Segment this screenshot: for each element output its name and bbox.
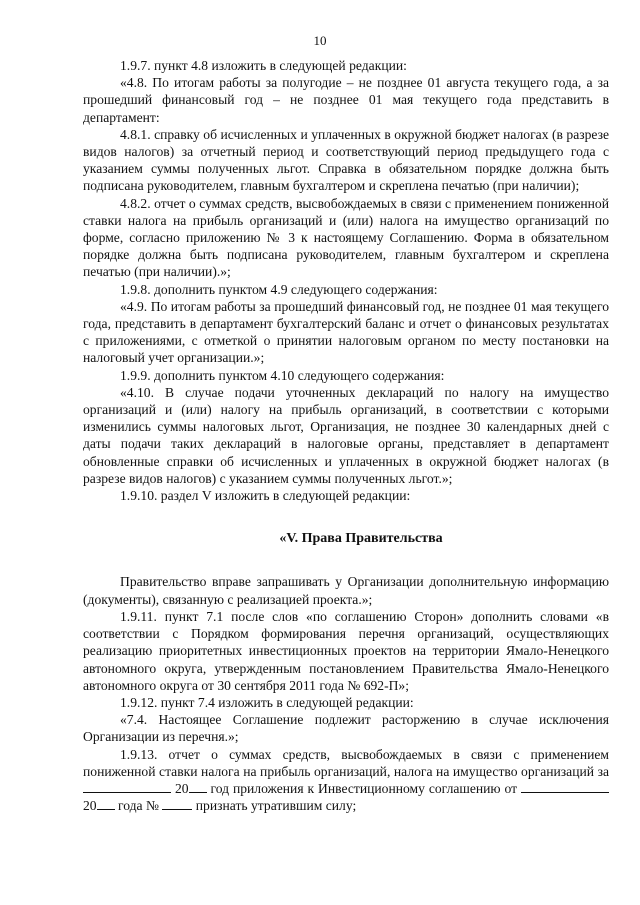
paragraph: 4.8.2. отчет о суммах средств, высвобождаемых в связи с применением пониженной ставки налога на прибыль организаций и (или) налога на имущество организаций по форме, согласно приложению № 3 к настоящему Соглашению. Форма в обязательном порядке должна быть подписана руководителем, главным бухгалтером и скреплена печатью (при наличии).»; [83, 195, 609, 280]
paragraph: Правительство вправе запрашивать у Организации дополнительную информацию (документы), связанную с реализацией проекта.»; [83, 574, 609, 607]
paragraph: «4.8. По итогам работы за полугодие – не позднее 01 августа текущего года, а за прошедший финансовый год – не позднее 01 мая текущего года представить в департамент: [83, 75, 609, 125]
paragraph: «4.10. В случае подачи уточненных деклараций по налогу на имущество организаций и (или) налогу на прибыль организаций, в соответствии с которыми изменились суммы налоговых льгот, Организация, не позднее 30 календарных дней с даты подачи таких деклараций в налоговые органы, представляет в департамент обновленные справки об исчисленных и уплаченных в окружной бюджет налогах (в разрезе видов налогов) с указанием суммы полученных льгот.»; [83, 384, 609, 486]
paragraph: 1.9.7. пункт 4.8 изложить в следующей редакции: [120, 58, 407, 73]
paragraph: 1.9.8. дополнить пунктом 4.9 следующего содержания: [120, 281, 438, 297]
year-prefix: 20 [174, 780, 189, 796]
blank-field [83, 780, 171, 793]
blank-field [189, 780, 207, 793]
paragraph-text: год приложения к Инвестиционному соглашению от [210, 780, 518, 796]
paragraph-text: признать утратившим силу; [195, 798, 357, 814]
blank-field [97, 797, 115, 810]
paragraph-text: года № [118, 798, 159, 814]
year-prefix: 20 [83, 798, 97, 814]
blank-field [521, 780, 609, 793]
paragraph: 4.8.1. справку об исчисленных и уплаченных в окружной бюджет налогах (в разрезе видов налогов) за отчетный период и соответствующий период предыдущего года с указанием суммы полученных льгот. Справка в обязательном порядке должна быть подписана руководителем, главным бухгалтером и скреплена печатью (при наличии); [83, 126, 609, 194]
blank-field [162, 797, 192, 810]
document-body [83, 57, 609, 814]
paragraph: 1.9.10. раздел V изложить в следующей редакции: [120, 488, 411, 504]
paragraph: «4.9. По итогам работы за прошедший финансовый год, не позднее 01 мая текущего года, представить в департамент бухгалтерский баланс и отчет о финансовых результатах с приложениями, с отметкой о принятии налоговым органом по месту постановки на налоговый учет организации.»; [83, 298, 609, 366]
paragraph: 1.9.11. пункт 7.1 после слов «по соглашению Сторон» дополнить словами «в соответствии с Порядком формирования перечня организаций, осуществляющих реализацию приоритетных инвестиционных проектов на территории Ямало-Ненецкого автономного округа, утвержденным постановлением Правительства Ямало-Ненецкого автономного округа от 30 сентября 2011 года № 692-П»; [83, 608, 609, 693]
paragraph: 1.9.9. дополнить пунктом 4.10 следующего содержания: [120, 367, 445, 383]
paragraph: 1.9.12. пункт 7.4 изложить в следующей редакции: [120, 694, 414, 710]
paragraph-with-blanks [83, 746, 609, 815]
paragraph: «7.4. Настоящее Соглашение подлежит расторжению в случае исключения Организации из перечня.»; [83, 712, 609, 745]
page-number: 10 [313, 33, 327, 48]
paragraph-text: 1.9.13. отчет о суммах средств, высвобождаемых в связи с применением пониженной ставки налога на прибыль организаций, налога на имущество организаций за [83, 746, 609, 779]
section-heading: «V. Права Правительства [279, 531, 443, 547]
